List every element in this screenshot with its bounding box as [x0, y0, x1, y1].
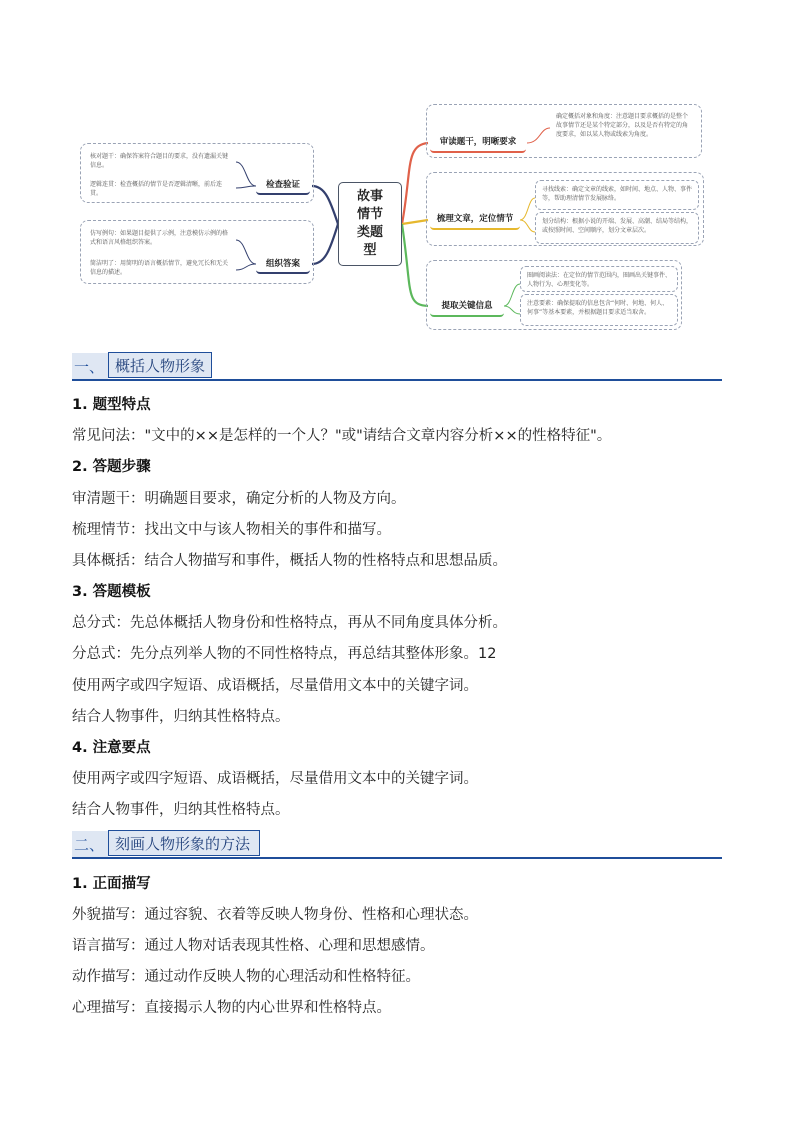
s1-heading-3: 3. 答题模板 [72, 584, 151, 600]
branch-organize: 组织答案 [256, 254, 310, 274]
note-sort-1: 寻找线索：确定文章的线索，如时间、地点、人物、事件等，帮助理清情节发展脉络。 [535, 180, 699, 210]
s1-text-2: 审清题干：明确题目要求，确定分析的人物及方向。 [72, 491, 406, 507]
note-organize-1: 仿写例句：如果题目提供了示例，注意模仿示例的格式和语言风格组织答案。 [84, 225, 236, 251]
section2-rule [72, 857, 722, 859]
s1-text-6: 分总式：先分点列举人物的不同性格特点，再总结其整体形象。12 [72, 646, 497, 662]
s1-heading-2: 2. 答题步骤 [72, 459, 151, 475]
section1-number: 一、 [74, 358, 105, 376]
s1-text-4: 具体概括：结合人物描写和事件，概括人物的性格特点和思想品质。 [72, 553, 507, 569]
s2-heading-1: 1. 正面描写 [72, 876, 151, 892]
section1-rule [72, 379, 722, 381]
section1-title: 概括人物形象 [108, 352, 212, 378]
s1-text-3: 梳理情节：找出文中与该人物相关的事件和描写。 [72, 522, 391, 538]
branch-review: 审读题干，明晰要求 [430, 131, 526, 153]
note-check-2: 逻辑连贯：检查概括的情节是否逻辑清晰，前后连贯。 [84, 176, 236, 200]
branch-sort: 梳理文章，定位情节 [430, 208, 520, 230]
mind-map-center: 故事情节类题型 [338, 182, 402, 266]
s1-text-5: 总分式：先总体概括人物身份和性格特点，再从不同角度具体分析。 [72, 615, 507, 631]
s1-text-8: 结合人物事件，归纳其性格特点。 [72, 709, 290, 725]
s2-text-2: 语言描写：通过人物对话表现其性格、心理和思想感情。 [72, 938, 435, 954]
s1-text-1: 常见问法："文中的××是怎样的一个人？"或"请结合文章内容分析××的性格特征"。 [72, 428, 612, 444]
s2-text-3: 动作描写：通过动作反映人物的心理活动和性格特征。 [72, 969, 420, 985]
s1-text-7: 使用两字或四字短语、成语概括，尽量借用文本中的关键字词。 [72, 678, 478, 694]
note-organize-2: 简洁明了：用简明的语言概括情节，避免冗长和无关信息的描述。 [84, 255, 236, 281]
section2-number: 二、 [74, 836, 105, 854]
s1-heading-1: 1. 题型特点 [72, 397, 151, 413]
s1-text-10: 结合人物事件，归纳其性格特点。 [72, 802, 290, 818]
note-review-1: 确定概括对象和角度：注意题目要求概括的是整个故事情节还是某个特定部分，以及是否有特定的角度要求，如以某人物或线索为角度。 [550, 108, 698, 152]
section2-title: 刻画人物形象的方法 [108, 830, 260, 856]
note-check-1: 核对题干：确保答案符合题目的要求，没有遗漏关键信息。 [84, 148, 236, 172]
note-extract-1: 圈画阅读法：在定位的情节范围内，圈画出关键事件、人物行为、心理变化等。 [520, 266, 678, 292]
s2-text-1: 外貌描写：通过容貌、衣着等反映人物身份、性格和心理状态。 [72, 907, 478, 923]
note-extract-2: 注意要素：确保提取的信息包含“何时、何地、何人、何事”等基本要素，并根据题目要求适当取舍。 [520, 294, 678, 326]
s1-heading-4: 4. 注意要点 [72, 740, 151, 756]
s2-text-4: 心理描写：直接揭示人物的内心世界和性格特点。 [72, 1000, 391, 1016]
branch-check: 检查验证 [256, 175, 310, 195]
branch-extract: 提取关键信息 [430, 295, 504, 317]
s1-text-9: 使用两字或四字短语、成语概括，尽量借用文本中的关键字词。 [72, 771, 478, 787]
note-sort-2: 划分结构：根据小说的开端、发展、高潮、结局等结构，或按照时间、空间顺序，划分文章层次。 [535, 212, 699, 244]
